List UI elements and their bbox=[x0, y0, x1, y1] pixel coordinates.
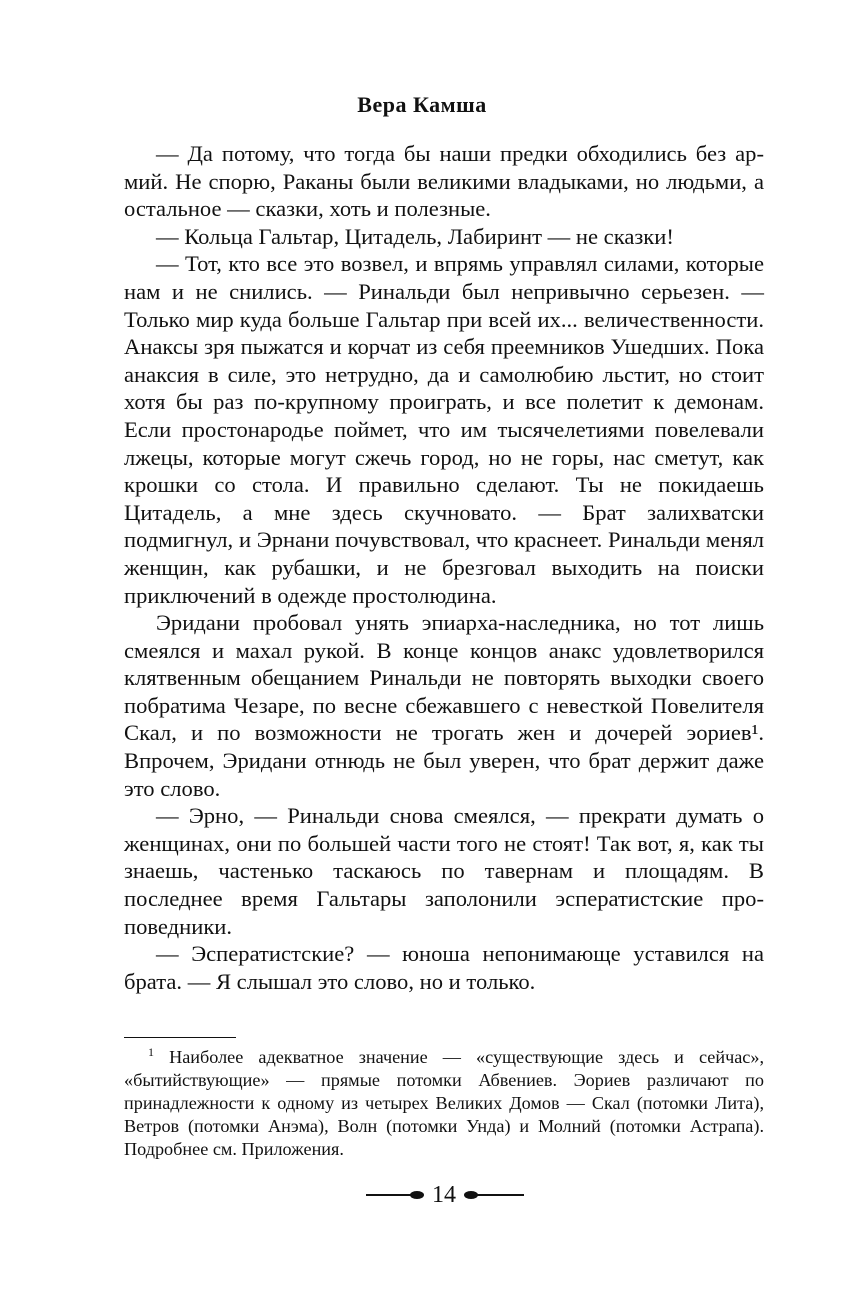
footnote bbox=[124, 1046, 764, 1161]
page-footer bbox=[0, 1180, 844, 1210]
paragraph: — Кольца Гальтар, Цитадель, Лабиринт — не сказки! bbox=[156, 223, 674, 249]
paragraph: — Эсператистские? — юноша непонимающе уставился на брата. — Я слышал это слово, но и только. bbox=[124, 941, 764, 994]
main-text bbox=[124, 140, 764, 995]
paragraph: Эридани пробовал унять эпиарха-наследника, но тот лишь смеялся и махал рукой. В конце концов анакс удовлетворился клятвенным обещанием Ринальди не повторять выходки своего побратима Чезаре, по весне сбежавшего с невесткой Повелителя Скал, и по возможности не трогать жен и дочерей эориев¹. Впрочем, Эридани отнюдь не был уверен, что брат держит даже это слово. bbox=[124, 610, 764, 801]
page-number: 14 bbox=[432, 1182, 456, 1208]
footnote-marker: 1 bbox=[148, 1044, 154, 1059]
ornament-left bbox=[366, 1194, 420, 1196]
paragraph: — Тот, кто все это возвел, и впрямь управлял силами, которые нам и не снились. — Ринальди был непривычно серьезен. — Только мир куда больше Гальтар при всей их... величественности. Анаксы зря пыжатся и корчат из себя преемников Ушедших. Пока анаксия в силе, это нетрудно, да и самолюбию льстит, но стоит хотя бы раз по-крупному проиграть, и все полетит к демонам. Если простонародье поймет, что им тысячелетиями повелевали лжецы, которые могут сжечь город, но не горы, нас сметут, как крошки со стола. И правильно сделают. Ты не покидаешь Цитадель, а мне здесь скучновато. — Брат залихватски подмигнул, и Эрнани почувствовал, что краснеет. Ринальди менял женщин, как рубашки, и не брезговал выходить на поиски приключений в одежде простолюдина. bbox=[124, 251, 764, 608]
footnote-separator bbox=[124, 1037, 236, 1038]
paragraph: — Эрно, — Ринальди снова смеялся, — прекрати думать о женщинах, они по большей части того не стоят! Так вот, я, как ты знаешь, частенько таскаюсь по тавернам и площадям. В последнее время Гальтары заполонили эсператистские проповедники. bbox=[124, 803, 764, 939]
paragraph: — Да потому, что тогда бы наши предки обходились без армий. Не спорю, Раканы были великими владыками, но людьми, а остальное — сказки, хоть и полезные. bbox=[124, 141, 764, 222]
running-header-author: Вера Камша bbox=[357, 92, 487, 117]
ornament-right bbox=[468, 1194, 524, 1196]
footnote-text: Наиболее адекватное значение — «существующие здесь и сейчас», «бытийствующие» — прямые потомки Абвениев. Эориев различают по принадлежности к одному из четырех Великих Домов — Скал (потомки Лита), Ветров (потомки Анэма), Волн (потомки Унда) и Молний (потомки Астрапа). Подробнее см. Приложения. bbox=[124, 1047, 764, 1159]
